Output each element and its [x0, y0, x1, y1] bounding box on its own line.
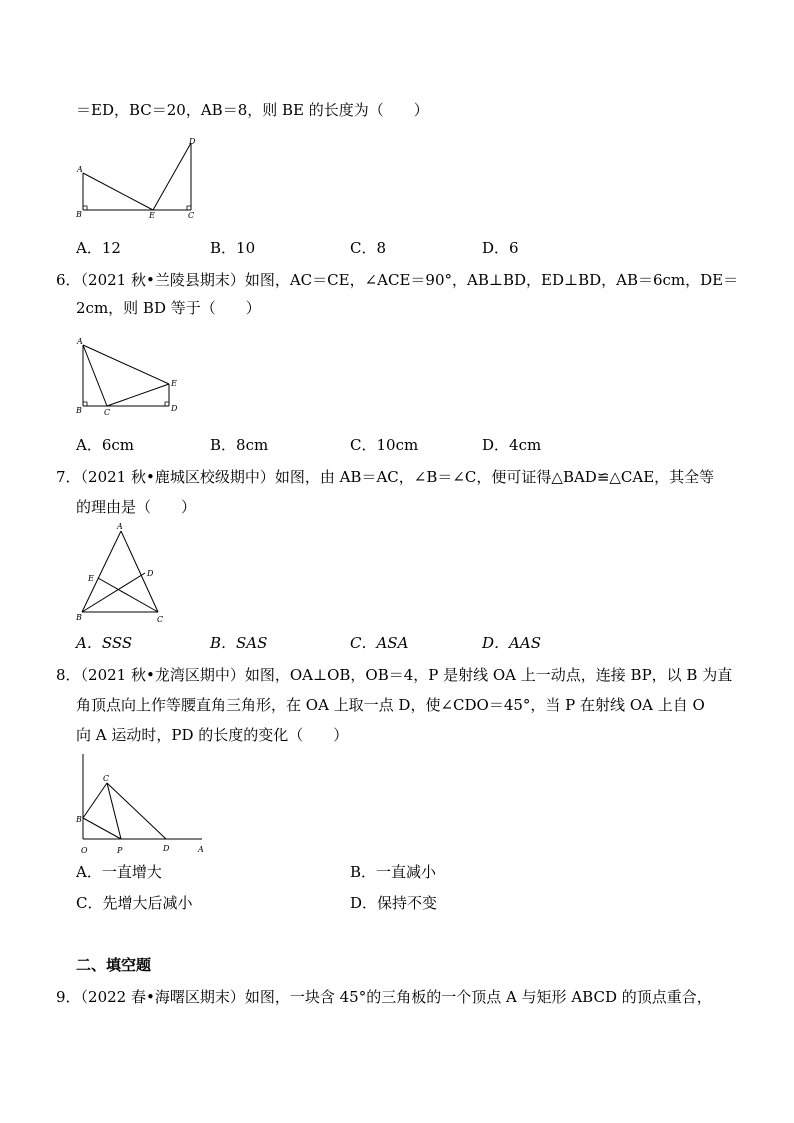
section-title-fill-in: 二、填空题	[76, 956, 152, 974]
q8-option-c: C．先增大后减小	[76, 894, 193, 912]
q6-option-a: A．6cm	[76, 436, 135, 454]
q8-label-o: O	[81, 846, 88, 855]
q6-label-c: C	[104, 408, 111, 417]
q8-option-b: B．一直减小	[350, 863, 437, 881]
q7-figure	[74, 518, 174, 630]
q8-figure	[74, 752, 214, 860]
q7-stem-line2: 的理由是（ ）	[76, 498, 197, 516]
q6-figure	[74, 333, 184, 418]
q7-label-d: D	[147, 569, 154, 578]
q6-stem-line2: 2cm，则 BD 等于（ ）	[76, 299, 261, 317]
q9-stem-line1: 9．（2022 春•海曙区期末）如图，一块含 45°的三角板的一个顶点 A 与矩形 ABCD 的顶点重合，	[56, 988, 712, 1006]
q7-option-a: A．SSS	[76, 634, 133, 652]
q6-label-b: B	[76, 406, 82, 415]
q7-label-a: A	[117, 522, 123, 531]
q7-label-e: E	[88, 574, 94, 583]
q8-label-a: A	[198, 845, 204, 854]
q6-label-e: E	[171, 379, 177, 388]
q8-label-c: C	[103, 774, 110, 783]
q5-figure	[74, 135, 204, 220]
q8-label-b: B	[76, 815, 82, 824]
q8-option-a: A．一直增大	[76, 863, 162, 881]
q6-option-d: D．4cm	[482, 436, 542, 454]
q7-option-b: B．SAS	[210, 634, 268, 652]
q5-option-a: A．12	[76, 239, 121, 257]
q7-label-b: B	[76, 613, 82, 622]
q8-stem-line2: 角顶点向上作等腰直角三角形，在 OA 上取一点 D，使∠CDO＝45°，当 P 在射线 OA 上自 O	[76, 696, 705, 714]
q8-stem-line1: 8．（2021 秋•龙湾区期中）如图，OA⊥OB，OB＝4，P 是射线 OA 上一动点，连接 BP，以 B 为直	[56, 666, 733, 684]
q5-option-b: B．10	[210, 239, 256, 257]
q7-label-c: C	[157, 615, 164, 624]
q6-stem-line1: 6．（2021 秋•兰陵县期末）如图，AC＝CE，∠ACE＝90°，AB⊥BD，ED⊥BD，AB＝6cm，DE＝	[56, 271, 739, 289]
q8-label-p: P	[117, 846, 123, 855]
q5-label-b: B	[76, 210, 82, 219]
q6-option-b: B．8cm	[210, 436, 269, 454]
q8-stem-line3: 向 A 运动时，PD 的长度的变化（ ）	[76, 726, 349, 744]
q8-option-d: D．保持不变	[350, 894, 438, 912]
q7-stem-line1: 7．（2021 秋•鹿城区校级期中）如图，由 AB＝AC，∠B＝∠C，便可证得△BAD≌△CAE，其全等	[56, 468, 715, 486]
q6-option-c: C．10cm	[350, 436, 419, 454]
q8-label-d: D	[163, 844, 170, 853]
q5-stem: ＝ED，BC＝20，AB＝8，则 BE 的长度为（ ）	[76, 101, 429, 119]
q7-option-d: D．AAS	[482, 634, 541, 652]
q6-label-d: D	[171, 404, 178, 413]
q7-option-c: C．ASA	[350, 634, 409, 652]
q5-option-d: D．6	[482, 239, 519, 257]
q5-label-c: C	[188, 211, 195, 220]
q5-label-a: A	[77, 165, 83, 174]
q5-label-e: E	[149, 211, 155, 220]
q5-label-d: D	[189, 137, 196, 146]
q5-option-c: C．8	[350, 239, 387, 257]
q6-label-a: A	[77, 337, 83, 346]
